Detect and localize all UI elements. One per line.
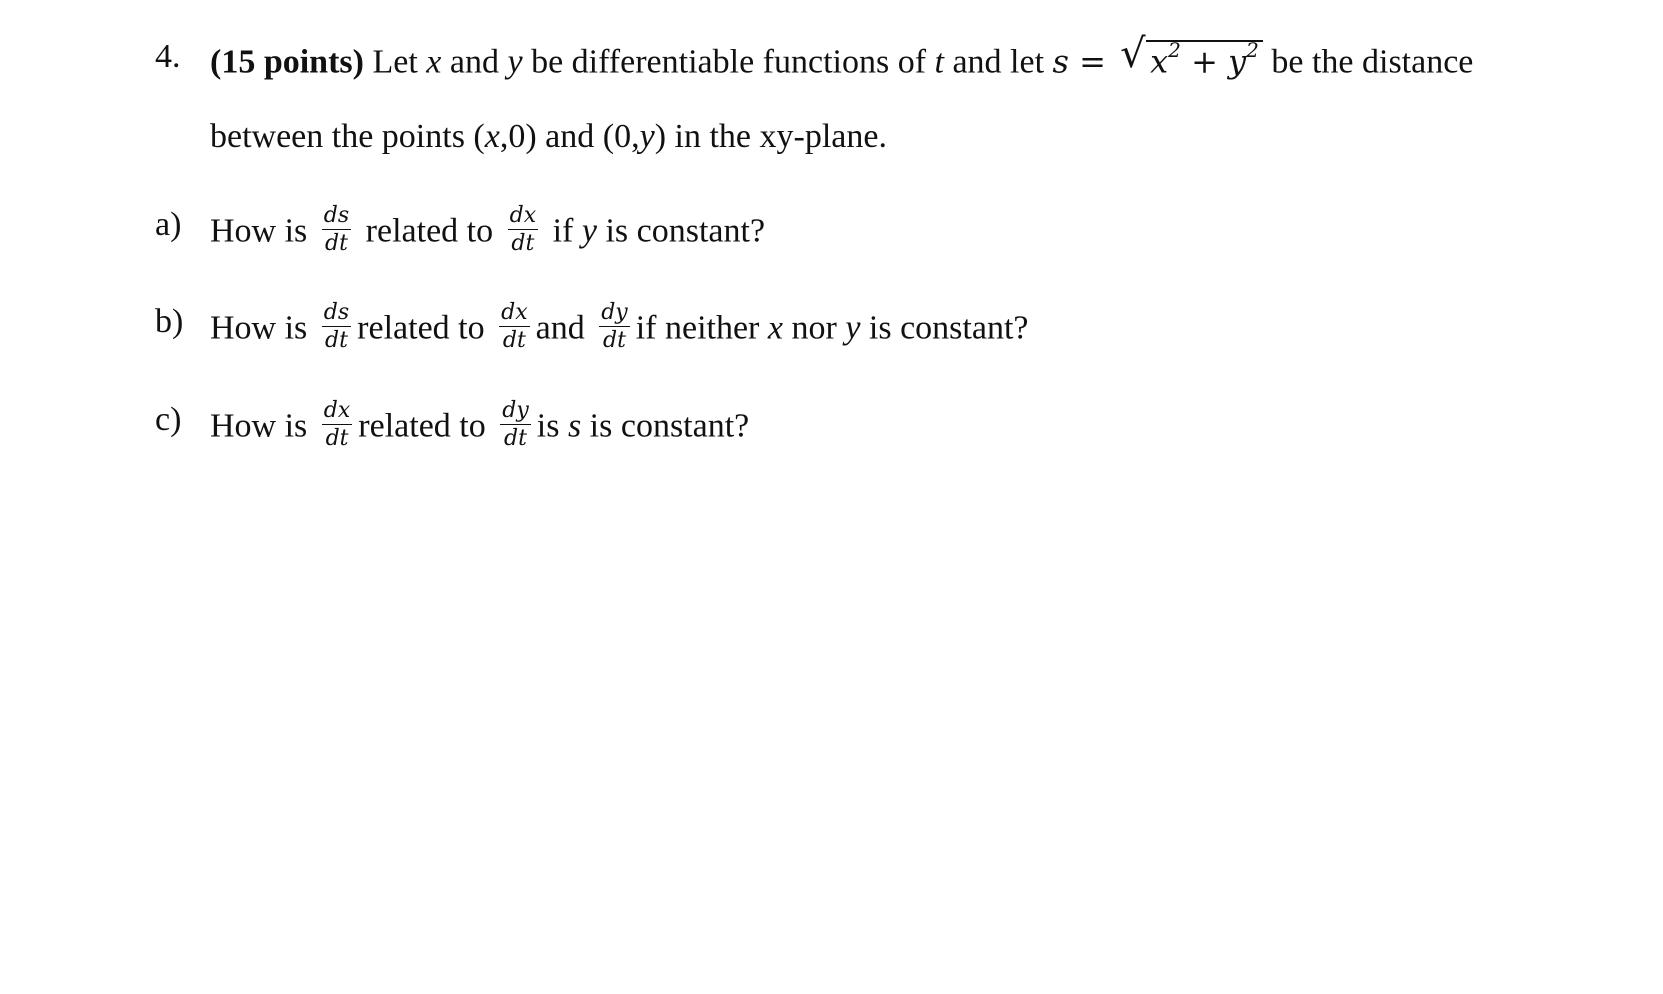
sqrt-x: x	[1150, 42, 1169, 81]
sqrt-expression	[1120, 31, 1263, 81]
part-b-text-1: How is	[210, 309, 308, 347]
part-b-var-y: y	[845, 309, 861, 347]
fraction-ds-dt	[322, 301, 351, 352]
frac-denominator: dt	[325, 426, 349, 452]
intro-text-2: and	[441, 43, 508, 81]
part-c-label: c)	[155, 401, 182, 438]
part-c-text-4: is constant?	[581, 407, 750, 445]
frac-denominator: dt	[602, 328, 626, 354]
problem-line-2	[210, 120, 887, 154]
intro-text-3: be differentiable functions of	[522, 43, 935, 81]
line2-text-a: between the points (	[210, 118, 485, 155]
part-b-text-4: if neither	[635, 309, 768, 347]
sqrt-y: y	[1228, 42, 1247, 81]
part-b-label: b)	[155, 303, 184, 340]
part-a-text-1: How is	[210, 212, 308, 250]
frac-denominator: dt	[325, 328, 348, 354]
intro-text-4: and let	[943, 43, 1053, 81]
part-c-text-2: related to	[358, 407, 486, 445]
part-c-text	[210, 398, 750, 454]
part-c-var-s: s	[567, 407, 582, 445]
frac-denominator: dt	[502, 328, 526, 354]
fraction-dx-dt	[322, 399, 353, 450]
part-a-var-y: y	[581, 212, 597, 250]
part-b-text-5: nor	[782, 309, 846, 347]
part-b-text-3: and	[535, 309, 585, 347]
frac-numerator: dx	[508, 204, 539, 230]
fraction-dy-dt	[500, 399, 531, 450]
frac-numerator: dy	[500, 399, 531, 425]
line2-var-y: y	[639, 118, 655, 155]
frac-numerator: ds	[322, 301, 351, 327]
fraction-dx-dt	[499, 301, 530, 352]
points-label: (15 points)	[210, 43, 364, 81]
frac-denominator: dt	[504, 426, 527, 452]
part-a-text-2: related to	[365, 212, 494, 250]
part-b-text-2: related to	[357, 309, 485, 347]
var-t: t	[934, 43, 944, 81]
sqrt-exp-1: 2	[1168, 38, 1181, 62]
fraction-dy-dt	[599, 301, 630, 352]
frac-numerator: dx	[322, 399, 353, 425]
intro-text-5: be the distance	[1262, 43, 1474, 81]
line2-text-c: ) in the xy-plane.	[654, 118, 887, 155]
problem-intro	[210, 31, 1474, 81]
part-b-text-6: is constant?	[860, 309, 1029, 347]
frac-numerator: dx	[499, 301, 530, 327]
part-a-text-4: is constant?	[596, 212, 766, 250]
sqrt-plus: +	[1180, 42, 1229, 81]
part-b-text	[210, 300, 1029, 356]
var-s: s	[1052, 42, 1069, 81]
var-x: x	[426, 43, 442, 81]
equals-sign: =	[1068, 42, 1117, 81]
sqrt-body	[1146, 38, 1263, 81]
part-a-text	[210, 203, 766, 259]
fraction-dx-dt	[508, 204, 539, 255]
part-a-text-3: if	[552, 212, 582, 250]
fraction-ds-dt	[322, 204, 351, 255]
sqrt-sign: √	[1120, 31, 1146, 77]
line2-text-b: ,0) and (0,	[499, 118, 640, 155]
part-c-text-3: is	[536, 407, 568, 445]
line2-var-x: x	[484, 118, 500, 155]
frac-denominator: dt	[325, 231, 348, 257]
problem-number: 4.	[155, 38, 181, 75]
frac-numerator: dy	[599, 301, 630, 327]
sqrt-exp-2: 2	[1246, 38, 1259, 62]
part-b-var-x: x	[767, 309, 783, 347]
frac-numerator: ds	[322, 204, 351, 230]
frac-denominator: dt	[511, 231, 535, 257]
intro-text-1: Let	[363, 43, 427, 81]
part-a-label: a)	[155, 206, 182, 243]
var-y: y	[507, 43, 523, 81]
part-c-text-1: How is	[210, 407, 308, 445]
